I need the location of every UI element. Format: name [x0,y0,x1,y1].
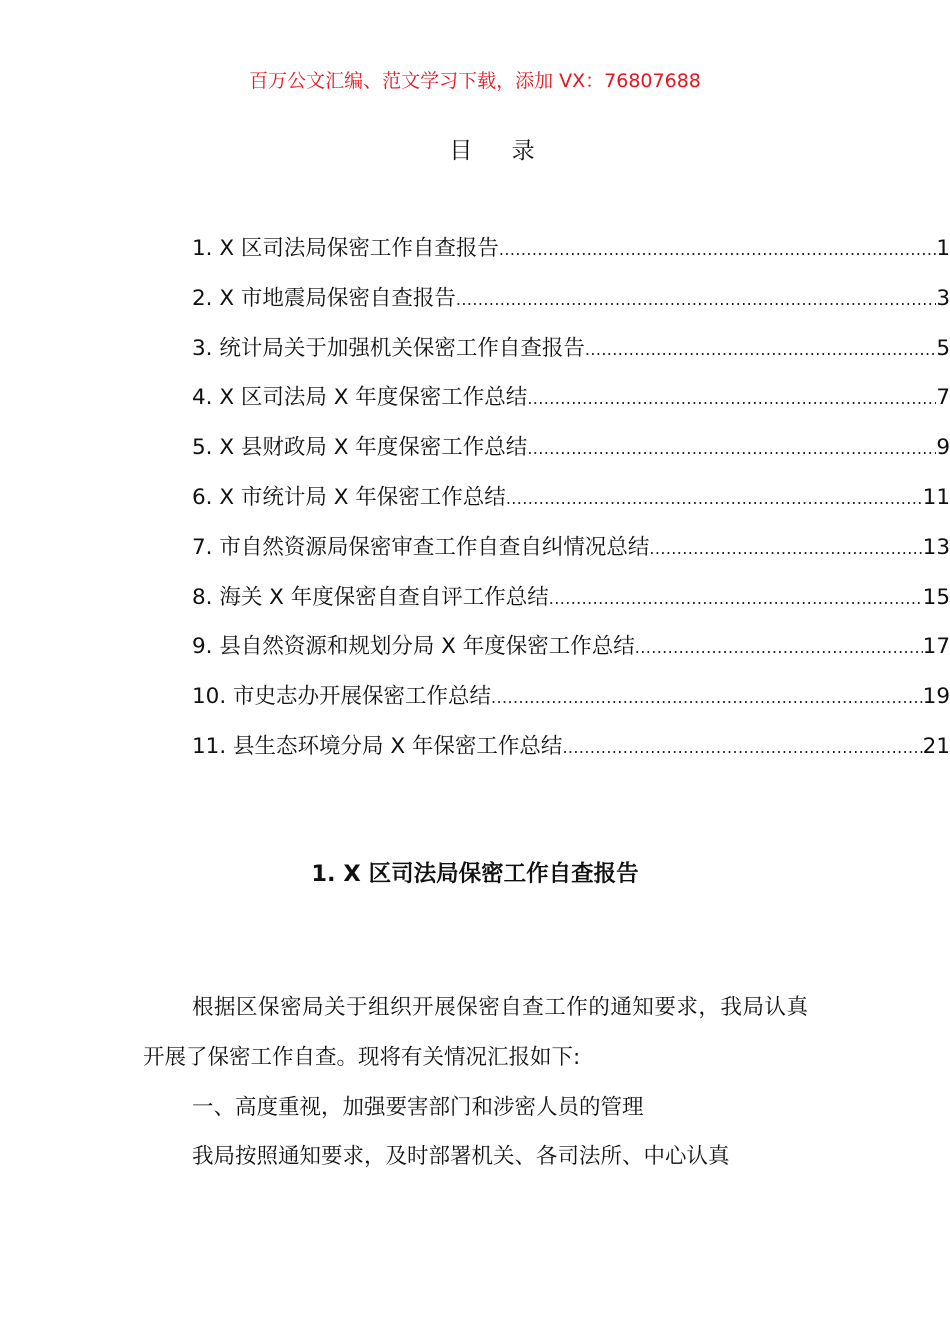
toc-item-label: 2. X 市地震局保密自查报告 [192,285,456,311]
toc-item-page: 15 [922,584,950,610]
toc-item[interactable] [192,629,950,679]
toc-item-page: 17 [922,634,950,660]
toc-item-label: 8. 海关 X 年度保密自查自评工作总结 [192,584,549,610]
toc-item-label: 1. X 区司法局保密工作自查报告 [192,236,499,261]
toc-item[interactable] [192,331,950,381]
table-of-contents [192,231,950,779]
toc-item-label: 9. 县自然资源和规划分局 X 年度保密工作总结 [192,634,635,660]
toc-item-page: 19 [922,684,950,710]
body-paragraph: 我局按照通知要求，及时部署机关、各司法所、中心认真 [192,1144,730,1170]
toc-item-page: 13 [922,534,950,560]
section-body [143,983,808,1182]
toc-item-page: 7 [936,385,950,411]
section-heading: 1. X 区司法局保密工作自查报告 [311,861,639,887]
toc-dot-leader [499,232,936,268]
toc-item-page: 21 [922,733,950,759]
toc-dot-leader [527,431,936,467]
toc-dot-leader [491,680,923,716]
toc-item-page: 3 [936,285,950,311]
body-paragraph: 一、高度重视，加强要害部门和涉密人员的管理 [192,1094,644,1120]
toc-dot-leader [649,531,922,567]
toc-item[interactable] [192,729,950,779]
toc-item[interactable] [192,281,950,331]
toc-item[interactable] [192,480,950,530]
toc-item-page: 1 [936,236,950,261]
toc-dot-leader [562,730,922,766]
toc-item-label: 6. X 市统计局 X 年保密工作总结 [192,484,506,510]
toc-item-label: 10. 市史志办开展保密工作总结 [192,684,492,710]
toc-item[interactable] [192,580,950,630]
toc-item-label: 11. 县生态环境分局 X 年保密工作总结 [192,733,563,759]
toc-item-page: 11 [922,484,950,510]
toc-dot-leader [527,381,936,417]
toc-dot-leader [549,581,923,617]
toc-dot-leader [635,630,923,666]
toc-item-label: 3. 统计局关于加强机关保密工作自查报告 [192,335,585,361]
toc-item[interactable] [192,430,950,480]
body-paragraph: 根据区保密局关于组织开展保密自查工作的通知要求，我局认真开展了保密工作自查。现将有关情况汇报如下: [143,995,808,1070]
toc-item-label: 7. 市自然资源局保密审查工作自查自纠情况总结 [192,534,650,560]
toc-item-label: 5. X 县财政局 X 年度保密工作总结 [192,435,528,461]
toc-dot-leader [585,332,936,368]
toc-dot-leader [506,481,923,517]
toc-item-page: 5 [936,335,950,361]
header-banner: 百万公文汇编、范文学习下载，添加 VX：76807688 [249,70,701,92]
toc-item-label: 4. X 区司法局 X 年度保密工作总结 [192,385,528,411]
toc-item[interactable] [192,679,950,729]
toc-title: 目 录 [449,138,551,164]
toc-item[interactable] [192,231,950,281]
toc-item[interactable] [192,380,950,430]
toc-dot-leader [456,282,936,318]
toc-item[interactable] [192,530,950,580]
toc-item-page: 9 [936,435,950,461]
